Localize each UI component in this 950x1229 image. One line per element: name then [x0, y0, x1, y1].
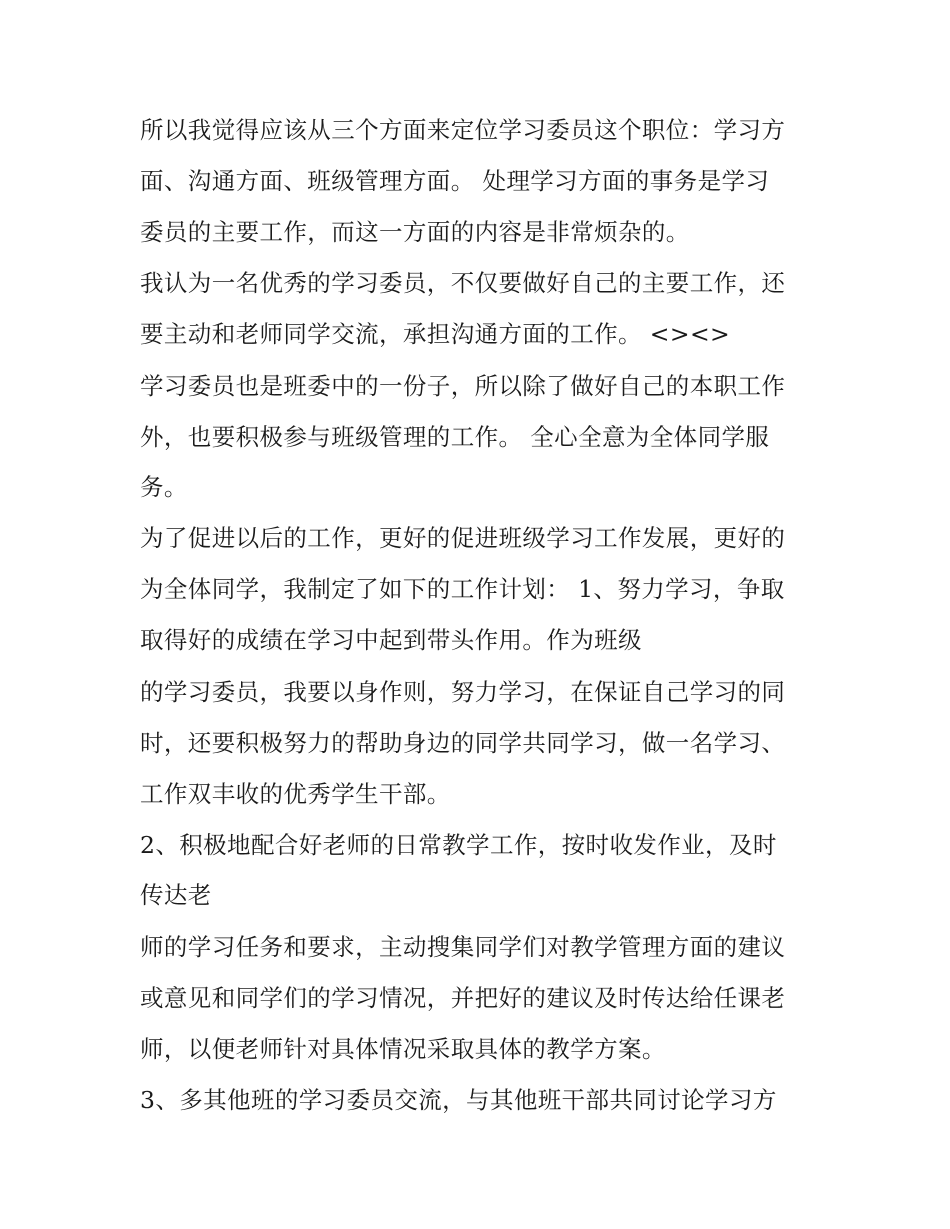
text-line: 为全体同学，我制定了如下的工作计划： 1、努力学习，争取 — [140, 575, 785, 603]
text-line: 2、积极地配合好老师的日常教学工作，按时收发作业，及时 — [140, 831, 777, 859]
text-line: 要主动和老师同学交流，承担沟通方面的工作。 <><> — [140, 320, 731, 348]
text-line: 取得好的成绩在学习中起到带头作用。作为班级 — [140, 626, 642, 654]
text-line: 我认为一名优秀的学习委员，不仅要做好自己的主要工作，还 — [140, 269, 786, 297]
text-line: 师的学习任务和要求，主动搜集同学们对教学管理方面的建议 — [140, 933, 786, 961]
text-line: 务。 — [140, 473, 188, 501]
text-line: 时，还要积极努力的帮助身边的同学共同学习，做一名学习、 — [140, 729, 786, 757]
text-line: 为了促进以后的工作，更好的促进班级学习工作发展，更好的 — [140, 524, 786, 552]
text-line: 3、多其他班的学习委员交流，与其他班干部共同讨论学习方 — [140, 1086, 777, 1114]
text-line: 外，也要积极参与班级管理的工作。 全心全意为全体同学服 — [140, 423, 770, 451]
text-line: 师，以便老师针对具体情况采取具体的教学方案。 — [140, 1035, 666, 1063]
text-line: 传达老 — [140, 881, 212, 909]
text-line: 所以我觉得应该从三个方面来定位学习委员这个职位：学习方 — [140, 116, 786, 144]
text-line: 面、沟通方面、班级管理方面。 处理学习方面的事务是学习 — [140, 167, 770, 195]
text-line: 或意见和同学们的学习情况，并把好的建议及时传达给任课老 — [140, 984, 786, 1012]
text-line: 工作双丰收的优秀学生干部。 — [140, 780, 451, 808]
text-line: 学习委员也是班委中的一份子，所以除了做好自己的本职工作 — [140, 372, 786, 400]
text-line: 委员的主要工作，而这一方面的内容是非常烦杂的。 — [140, 218, 690, 246]
text-line: 的学习委员，我要以身作则，努力学习，在保证自己学习的同 — [140, 678, 786, 706]
